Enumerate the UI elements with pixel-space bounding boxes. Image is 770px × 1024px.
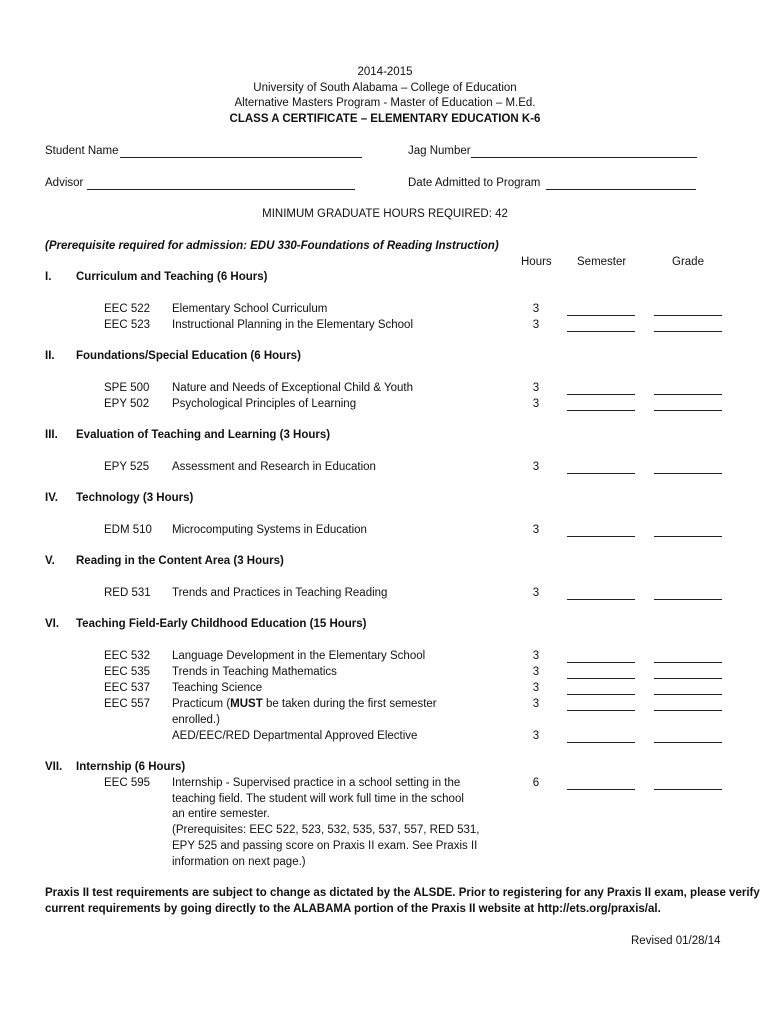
course-hours: 3	[532, 398, 540, 410]
section-title: Foundations/Special Education (6 Hours)	[76, 350, 301, 362]
minimum-hours: MINIMUM GRADUATE HOURS REQUIRED: 42	[262, 208, 508, 220]
semester-field[interactable]	[567, 742, 635, 743]
section-number: IV.	[45, 492, 59, 504]
grade-field[interactable]	[654, 331, 722, 332]
course-title: Teaching Science	[172, 682, 263, 694]
semester-field[interactable]	[567, 331, 635, 332]
grade-field[interactable]	[654, 742, 722, 743]
semester-field[interactable]	[567, 789, 635, 790]
course-hours: 3	[532, 382, 540, 394]
semester-field[interactable]	[567, 410, 635, 411]
course-title: Language Development in the Elementary School	[172, 650, 426, 662]
section-title: Internship (6 Hours)	[76, 761, 186, 773]
semester-field[interactable]	[567, 536, 635, 537]
course-title: Nature and Needs of Exceptional Child & Youth	[172, 382, 414, 394]
grade-field[interactable]	[654, 599, 722, 600]
grade-field[interactable]	[654, 536, 722, 537]
course-code: EEC 595	[104, 777, 151, 789]
course-title: Instructional Planning in the Elementary School	[172, 319, 414, 331]
semester-field[interactable]	[567, 315, 635, 316]
course-hours: 3	[532, 524, 540, 536]
prerequisite-note: (Prerequisite required for admission: EDU 330-Foundations of Reading Instruction)	[45, 240, 499, 252]
section-number: I.	[45, 271, 52, 283]
jag-number-field[interactable]	[471, 157, 697, 158]
course-title: Trends and Practices in Teaching Reading	[172, 587, 388, 599]
section-title: Reading in the Content Area (3 Hours)	[76, 555, 284, 567]
course-code: EEC 557	[104, 698, 151, 710]
semester-field[interactable]	[567, 662, 635, 663]
course-title-part: Practicum (	[172, 698, 231, 710]
course-title-continued: teaching field. The student will work full time in the school	[172, 793, 464, 805]
praxis-note-line: Praxis II test requirements are subject to change as dictated by the ALSDE. Prior to registering for any Praxis II exam, please verify	[45, 887, 760, 899]
course-title: Elementary School Curriculum	[172, 303, 328, 315]
course-title: Microcomputing Systems in Education	[172, 524, 367, 536]
course-code: EEC 523	[104, 319, 151, 331]
course-title-continued: information on next page.)	[172, 856, 306, 868]
date-admitted-field[interactable]	[546, 189, 696, 190]
course-title: Trends in Teaching Mathematics	[172, 666, 337, 678]
course-title: Internship - Supervised practice in a school setting in the	[172, 777, 461, 789]
certificate-title: CLASS A CERTIFICATE – ELEMENTARY EDUCATION K-6	[229, 113, 541, 125]
grade-field[interactable]	[654, 394, 722, 395]
section-title: Evaluation of Teaching and Learning (3 Hours)	[76, 429, 331, 441]
course-hours: 3	[532, 666, 540, 678]
course-code: RED 531	[104, 587, 151, 599]
date-admitted-label: Date Admitted to Program	[408, 177, 541, 189]
course-hours: 3	[532, 461, 540, 473]
program-line: Alternative Masters Program - Master of Education – M.Ed.	[234, 97, 536, 109]
course-hours: 3	[532, 698, 540, 710]
grade-field[interactable]	[654, 789, 722, 790]
course-code: EEC 522	[104, 303, 151, 315]
section-number: VI.	[45, 618, 60, 630]
course-title-continued: EPY 525 and passing score on Praxis II exam. See Praxis II	[172, 840, 478, 852]
semester-field[interactable]	[567, 710, 635, 711]
section-number: VII.	[45, 761, 63, 773]
column-hours: Hours	[521, 256, 552, 268]
course-title: Assessment and Research in Education	[172, 461, 376, 473]
revised-date: Revised 01/28/14	[631, 935, 721, 947]
grade-field[interactable]	[654, 315, 722, 316]
course-code: EEC 535	[104, 666, 151, 678]
column-semester: Semester	[577, 256, 627, 268]
grade-field[interactable]	[654, 662, 722, 663]
course-hours: 3	[532, 303, 540, 315]
section-number: V.	[45, 555, 55, 567]
semester-field[interactable]	[567, 473, 635, 474]
course-title-continued: an entire semester.	[172, 808, 270, 820]
course-hours: 3	[532, 730, 540, 742]
semester-field[interactable]	[567, 678, 635, 679]
grade-field[interactable]	[654, 473, 722, 474]
course-hours: 3	[532, 682, 540, 694]
course-code: EEC 532	[104, 650, 151, 662]
advisor-field[interactable]	[87, 189, 355, 190]
course-title: Psychological Principles of Learning	[172, 398, 357, 410]
semester-field[interactable]	[567, 599, 635, 600]
column-grade: Grade	[672, 256, 704, 268]
section-number: III.	[45, 429, 58, 441]
student-name-field[interactable]	[120, 157, 362, 158]
course-hours: 3	[532, 587, 540, 599]
course-hours: 3	[532, 650, 540, 662]
course-code: EPY 502	[104, 398, 150, 410]
course-title-continued: (Prerequisites: EEC 522, 523, 532, 535, 537, 557, RED 531,	[172, 824, 480, 836]
jag-number-label: Jag Number	[408, 145, 471, 157]
section-title: Curriculum and Teaching (6 Hours)	[76, 271, 268, 283]
grade-field[interactable]	[654, 410, 722, 411]
section-number: II.	[45, 350, 55, 362]
course-code: EDM 510	[104, 524, 152, 536]
grade-field[interactable]	[654, 694, 722, 695]
course-title: AED/EEC/RED Departmental Approved Elective	[172, 730, 418, 742]
advisor-label: Advisor	[45, 177, 84, 189]
year: 2014-2015	[357, 66, 413, 78]
university-line: University of South Alabama – College of Education	[253, 82, 517, 94]
section-title: Teaching Field-Early Childhood Education (15 Hours)	[76, 618, 367, 630]
grade-field[interactable]	[654, 710, 722, 711]
course-hours: 3	[532, 319, 540, 331]
course-code: EPY 525	[104, 461, 150, 473]
semester-field[interactable]	[567, 394, 635, 395]
course-title-emphasis: MUST	[230, 698, 263, 710]
course-code: EEC 537	[104, 682, 151, 694]
course-code: SPE 500	[104, 382, 150, 394]
praxis-note-line: current requirements by going directly to the ALABAMA portion of the Praxis II website at http://ets.org/praxis/al.	[45, 903, 661, 915]
course-title-part: be taken during the first semester	[262, 698, 437, 710]
course-title-continued: enrolled.)	[172, 714, 220, 726]
course-hours: 6	[532, 777, 540, 789]
course-title	[172, 698, 437, 710]
section-title: Technology (3 Hours)	[76, 492, 194, 504]
student-name-label: Student Name	[45, 145, 119, 157]
semester-field[interactable]	[567, 694, 635, 695]
grade-field[interactable]	[654, 678, 722, 679]
